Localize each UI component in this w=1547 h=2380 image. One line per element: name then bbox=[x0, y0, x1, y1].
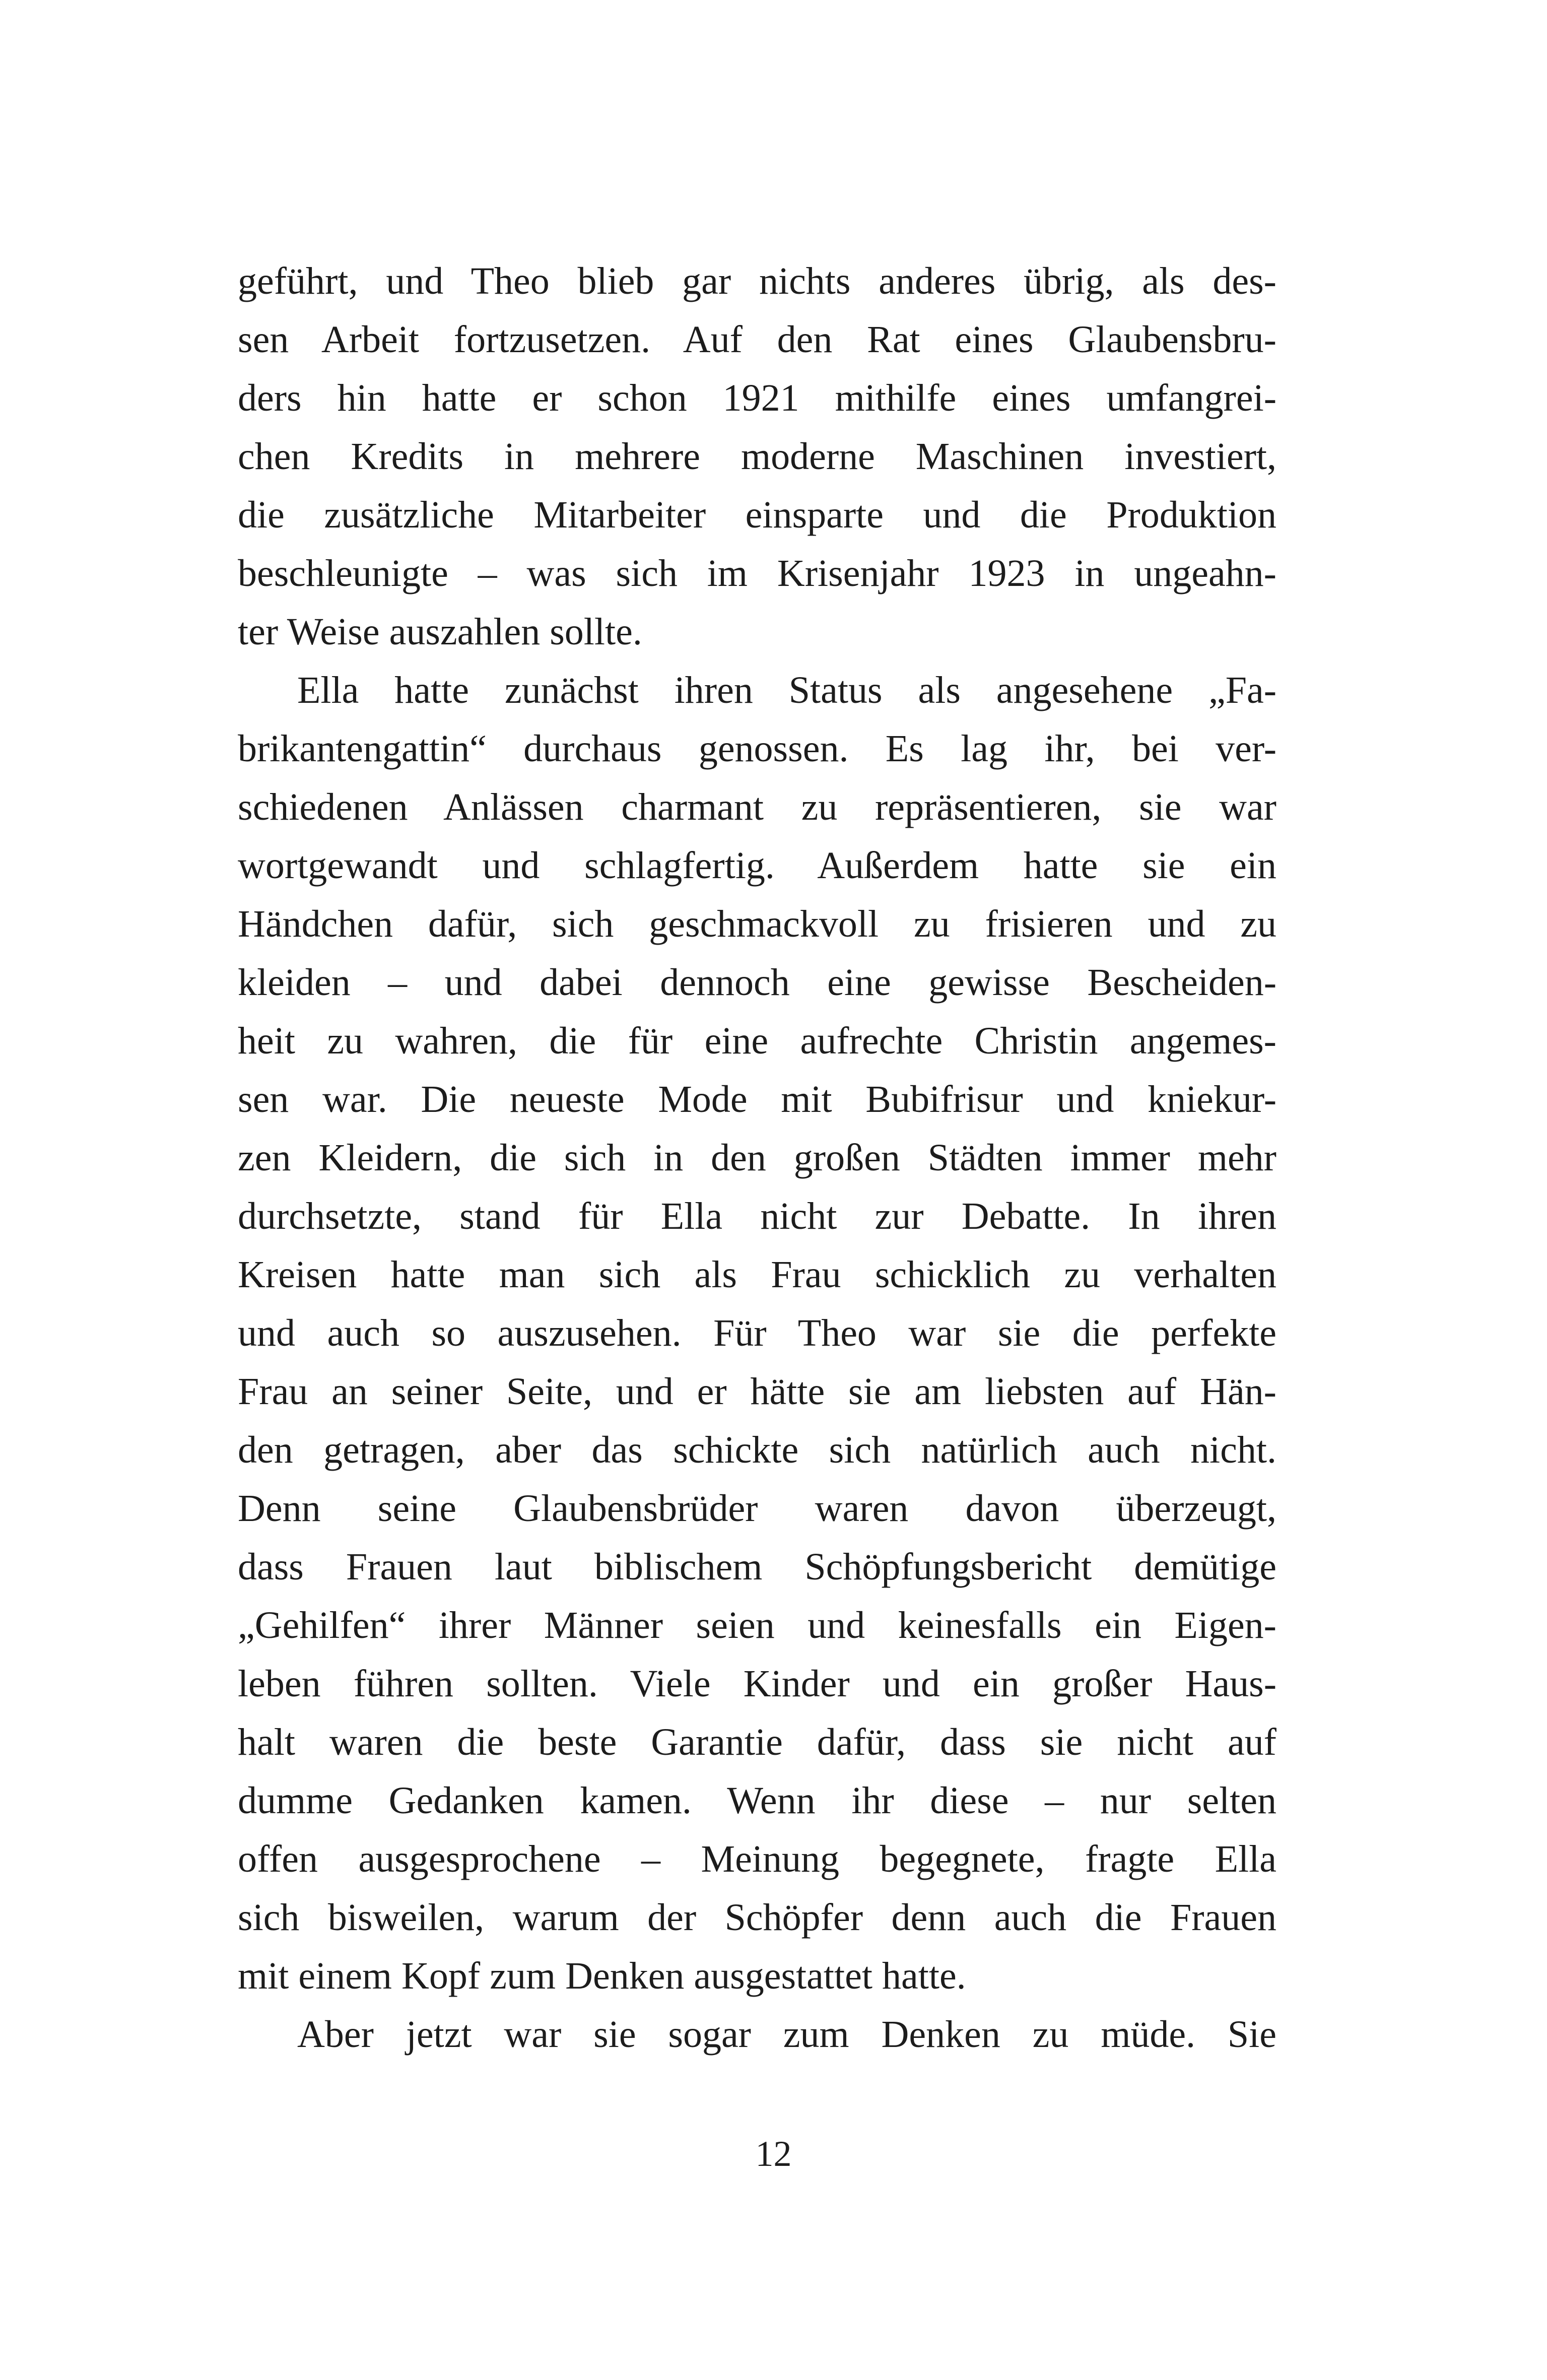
paragraph-start-line: Aber jetzt war sie sogar zum Denken zu müde. Sie bbox=[297, 2013, 1276, 2056]
text-line: kleiden – und dabei dennoch eine gewisse Bescheiden- bbox=[238, 961, 1276, 1004]
text-line: brikantengattin“ durchaus genossen. Es lag ihr, bei ver- bbox=[238, 728, 1276, 770]
text-line: sen Arbeit fortzusetzen. Auf den Rat eines Glaubensbru- bbox=[238, 318, 1276, 361]
text-line: „Gehilfen“ ihrer Männer seien und keinesfalls ein Eigen- bbox=[238, 1604, 1276, 1646]
text-line: geführt, und Theo blieb gar nichts anderes übrig, als des- bbox=[238, 260, 1276, 302]
text-line: den getragen, aber das schickte sich natürlich auch nicht. bbox=[238, 1429, 1276, 1471]
text-line: Händchen dafür, sich geschmackvoll zu frisieren und zu bbox=[238, 903, 1276, 945]
text-line: schiedenen Anlässen charmant zu repräsentieren, sie war bbox=[238, 786, 1276, 828]
text-line: Denn seine Glaubensbrüder waren davon überzeugt, bbox=[238, 1487, 1276, 1530]
text-line: leben führen sollten. Viele Kinder und ein großer Haus- bbox=[238, 1663, 1276, 1705]
text-line: Frau an seiner Seite, und er hätte sie am liebsten auf Hän- bbox=[238, 1370, 1276, 1413]
paragraph-end-line: ter Weise auszahlen sollte. bbox=[238, 611, 642, 653]
text-line: sich bisweilen, warum der Schöpfer denn auch die Frauen bbox=[238, 1896, 1276, 1939]
text-line: Kreisen hatte man sich als Frau schicklich zu verhalten bbox=[238, 1253, 1276, 1296]
text-line: beschleunigte – was sich im Krisenjahr 1923 in ungeahn- bbox=[238, 552, 1276, 594]
text-line: und auch so auszusehen. Für Theo war sie die perfekte bbox=[238, 1312, 1276, 1354]
text-line: die zusätzliche Mitarbeiter einsparte und die Produktion bbox=[238, 494, 1276, 536]
page-number: 12 bbox=[755, 2134, 792, 2174]
body-text bbox=[238, 252, 1276, 2064]
text-line: heit zu wahren, die für eine aufrechte Christin angemes- bbox=[238, 1020, 1276, 1062]
text-line: halt waren die beste Garantie dafür, dass sie nicht auf bbox=[238, 1721, 1276, 1763]
text-line: chen Kredits in mehrere moderne Maschinen investiert, bbox=[238, 435, 1276, 478]
text-line: zen Kleidern, die sich in den großen Städten immer mehr bbox=[238, 1137, 1276, 1179]
paragraph-end-line: mit einem Kopf zum Denken ausgestattet hatte. bbox=[238, 1955, 966, 1997]
text-line: offen ausgesprochene – Meinung begegnete, fragte Ella bbox=[238, 1838, 1276, 1880]
text-line: durchsetzte, stand für Ella nicht zur Debatte. In ihren bbox=[238, 1195, 1276, 1237]
text-line: ders hin hatte er schon 1921 mithilfe eines umfangrei- bbox=[238, 377, 1276, 419]
text-line: dumme Gedanken kamen. Wenn ihr diese – nur selten bbox=[238, 1779, 1276, 1822]
text-line: sen war. Die neueste Mode mit Bubifrisur und kniekur- bbox=[238, 1078, 1276, 1120]
text-line: dass Frauen laut biblischem Schöpfungsbericht demütige bbox=[238, 1546, 1276, 1588]
text-line: wortgewandt und schlagfertig. Außerdem hatte sie ein bbox=[238, 844, 1276, 887]
paragraph-start-line: Ella hatte zunächst ihren Status als angesehene „Fa- bbox=[297, 669, 1276, 711]
